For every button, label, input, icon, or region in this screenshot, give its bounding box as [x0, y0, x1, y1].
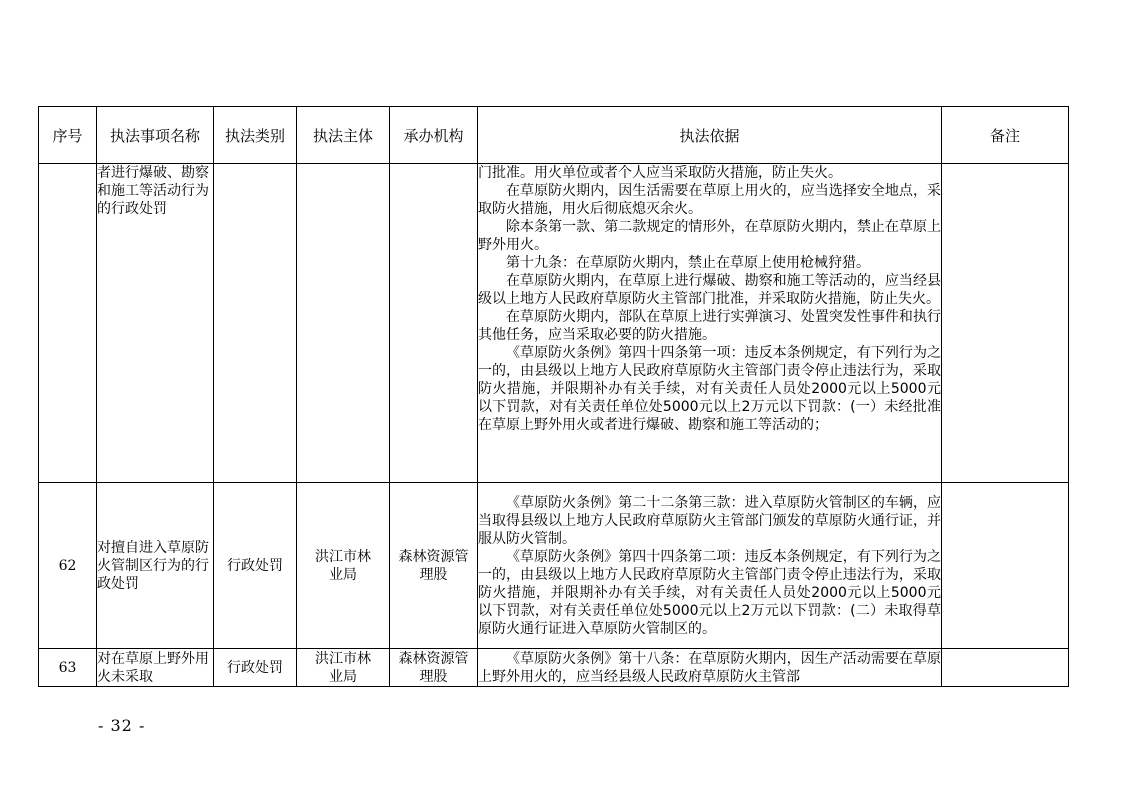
cell-name: 者进行爆破、勘察和施工等活动行为的行政处罚: [97, 164, 214, 483]
table-row: [39, 649, 1069, 687]
cell-name: 对擅自进入草原防火管制区行为的行政处罚: [97, 483, 214, 649]
cell-name: 对在草原上野外用火未采取: [97, 649, 214, 687]
cell-basis: [478, 483, 942, 649]
cell-remark: [942, 483, 1069, 649]
table-row: [39, 483, 1069, 649]
cell-remark: [942, 164, 1069, 483]
cell-remark: [942, 649, 1069, 687]
cell-subject: 洪江市林业局: [297, 483, 390, 649]
header-name: 执法事项名称: [97, 107, 214, 164]
cell-basis: [478, 164, 942, 483]
basis-paragraph: 在草原防火期内，在草原上进行爆破、勘察和施工等活动的，应当经县级以上地方人民政府草原防火主管部门批准，并采取防火措施，防止失火。: [478, 273, 941, 307]
cell-category: 行政处罚: [214, 483, 297, 649]
cell-no: 62: [39, 483, 97, 649]
basis-paragraph: 《草原防火条例》第四十四条第二项：违反本条例规定，有下列行为之一的，由县级以上地方人民政府草原防火主管部门责令停止违法行为，采取防火措施，并限期补办有关手续，对有关责任人员处2000元以上5000元以下罚款，对有关责任单位处5000元以上2万元以下罚款：(二）未取得草原防火通行证进入草原防火管制区的。: [478, 548, 941, 637]
basis-paragraph: 门批准。用火单位或者个人应当采取防火措施，防止失火。: [478, 165, 842, 181]
cell-office: [390, 164, 478, 483]
cell-office: 森林资源管理股: [390, 483, 478, 649]
header-no: 序号: [39, 107, 97, 164]
cell-subject: [297, 164, 390, 483]
header-basis: 执法依据: [478, 107, 942, 164]
page-number: - 32 -: [98, 716, 146, 735]
cell-no: 63: [39, 649, 97, 687]
header-office: 承办机构: [390, 107, 478, 164]
basis-paragraph: 除本条第一款、第二款规定的情形外，在草原防火期内，禁止在草原上野外用火。: [478, 219, 941, 253]
header-remark: 备注: [942, 107, 1069, 164]
cell-subject: 洪江市林业局: [297, 649, 390, 687]
law-enforcement-table: [38, 106, 1069, 687]
basis-paragraph: 《草原防火条例》第四十四条第一项：违反本条例规定，有下列行为之一的，由县级以上地方人民政府草原防火主管部门责令停止违法行为，采取防火措施，并限期补办有关手续，对有关责任人员处2000元以上5000元以下罚款，对有关责任单位处5000元以上2万元以下罚款：(一）未经批准在草原上野外用火或者进行爆破、勘察和施工等活动的；: [478, 345, 941, 433]
basis-paragraph: 在草原防火期内，因生活需要在草原上用火的，应当选择安全地点，采取防火措施，用火后彻底熄灭余火。: [478, 183, 941, 217]
basis-paragraph: 第十九条：在草原防火期内，禁止在草原上使用枪械狩猎。: [506, 255, 870, 271]
cell-no: [39, 164, 97, 483]
cell-category: 行政处罚: [214, 649, 297, 687]
cell-office: 森林资源管理股: [390, 649, 478, 687]
header-row: [39, 107, 1069, 164]
header-category: 执法类别: [214, 107, 297, 164]
cell-basis: [478, 649, 942, 687]
table-row: [39, 164, 1069, 483]
header-subject: 执法主体: [297, 107, 390, 164]
basis-paragraph: 《草原防火条例》第十八条：在草原防火期内，因生产活动需要在草原上野外用火的，应当经县级人民政府草原防火主管部: [478, 650, 941, 685]
basis-paragraph: 在草原防火期内，部队在草原上进行实弹演习、处置突发性事件和执行其他任务，应当采取必要的防火措施。: [478, 309, 941, 343]
basis-paragraph: 《草原防火条例》第二十二条第三款：进入草原防火管制区的车辆，应当取得县级以上地方人民政府草原防火主管部门颁发的草原防火通行证，并服从防火管制。: [478, 494, 941, 547]
cell-category: [214, 164, 297, 483]
